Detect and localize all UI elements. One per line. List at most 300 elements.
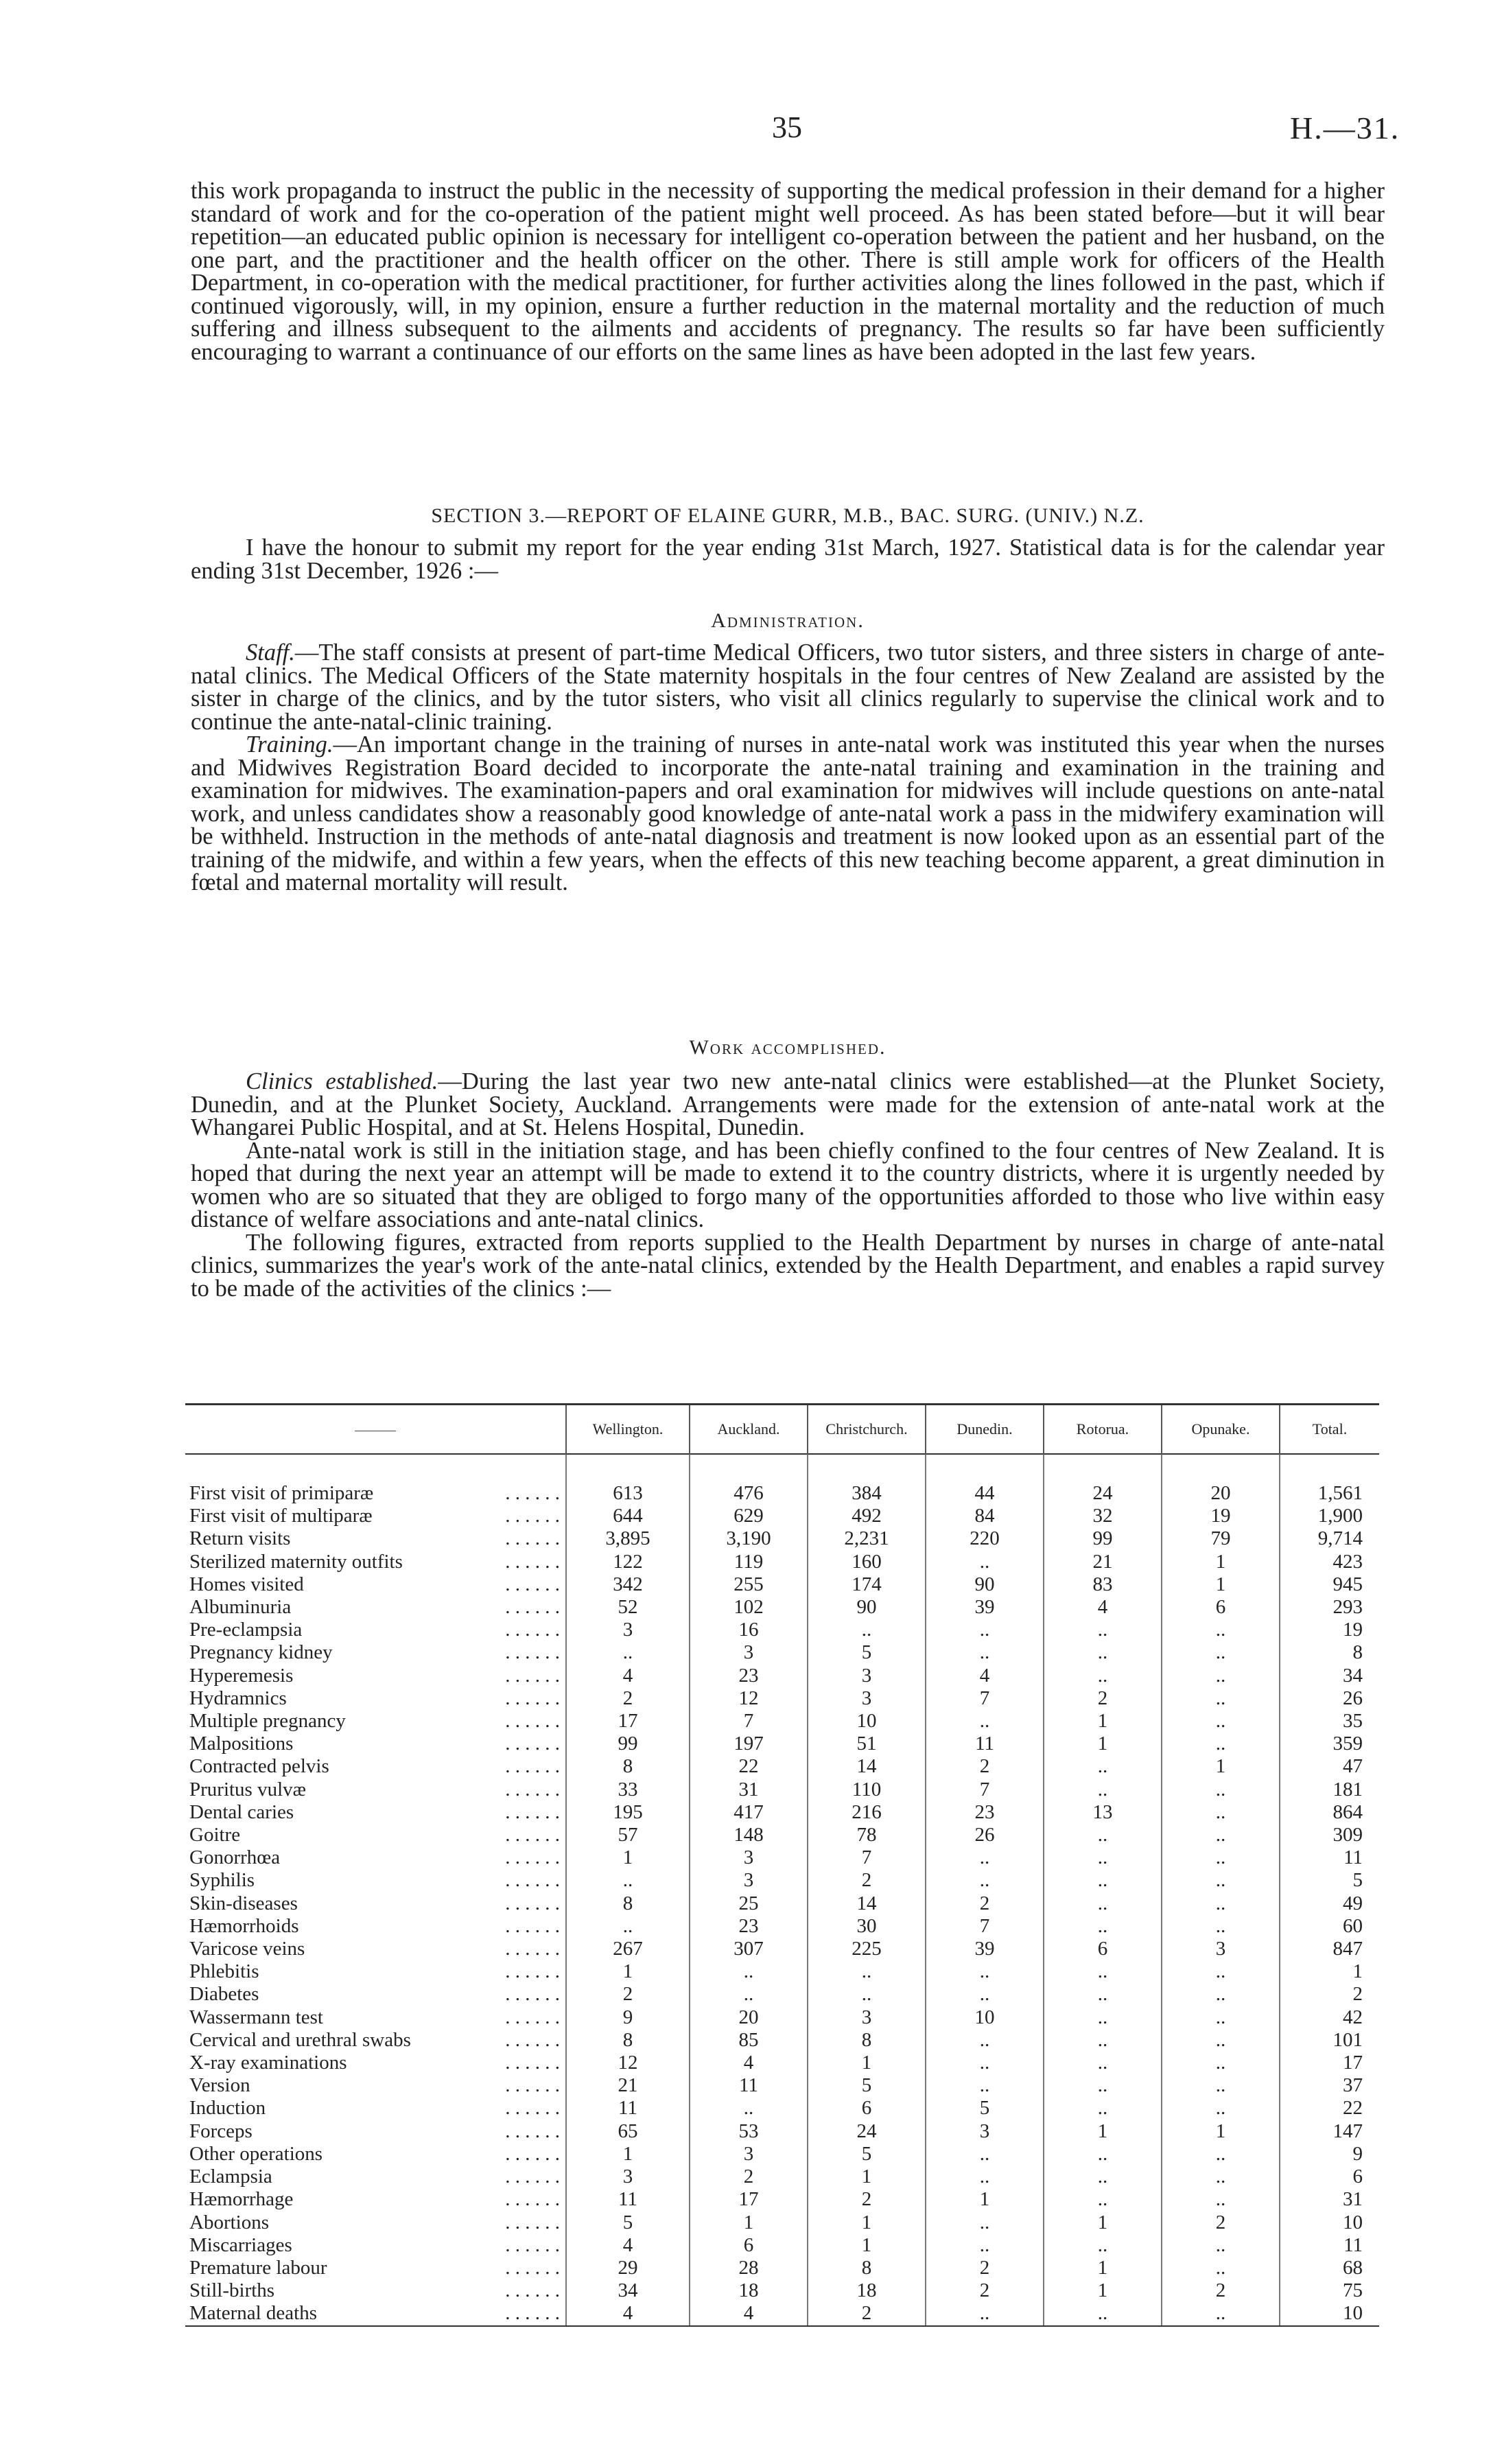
cell-opunake: 20	[1162, 1482, 1280, 1505]
cell-christchurch: 1	[808, 2211, 926, 2234]
cell-wellington: 29	[566, 2257, 690, 2279]
row-label-text: Maternal deaths	[189, 2302, 318, 2325]
cell-christchurch: 2	[808, 2302, 926, 2325]
row-label: Cervical and urethral swabs . . . . . .	[189, 2028, 560, 2051]
cell-auckland: 4	[690, 2052, 808, 2074]
cell-christchurch: 2	[808, 1869, 926, 1892]
row-label-text: Skin-diseases	[189, 1892, 298, 1914]
row-label: Still-births . . . . . .	[189, 2279, 560, 2302]
cell-rotorua: 4	[1044, 1596, 1162, 1619]
cell-opunake: ..	[1162, 1846, 1280, 1869]
cell-dunedin: 39	[926, 1596, 1044, 1619]
cell-wellington: 9	[566, 2006, 690, 2029]
cell-dunedin: 7	[926, 1915, 1044, 1938]
row-label: Malpositions . . . . . .	[189, 1733, 560, 1755]
row-label-text: Still-births	[189, 2279, 275, 2302]
row-label: Homes visited . . . . . .	[189, 1573, 560, 1595]
cell-wellington: 99	[566, 1733, 690, 1755]
row-label: Hæmorrhage . . . . . .	[189, 2188, 560, 2211]
row-label: Goitre . . . . . .	[189, 1824, 560, 1846]
row-label-text: Homes visited	[189, 1573, 304, 1595]
cell-wellington: 21	[566, 2074, 690, 2097]
table-row	[185, 2166, 1379, 2188]
cell-total: 37	[1280, 2074, 1379, 2097]
row-label-text: Hæmorrhoids	[189, 1914, 299, 1937]
cell-auckland: 148	[690, 1824, 808, 1846]
cell-rotorua: 1	[1044, 2120, 1162, 2143]
cell-rotorua: ..	[1044, 2006, 1162, 2029]
cell-wellington: 3,895	[566, 1527, 690, 1550]
cell-total: 293	[1280, 1596, 1379, 1619]
table-row	[185, 2211, 1379, 2234]
cell-auckland: ..	[690, 2097, 808, 2120]
cell-rotorua: 21	[1044, 1551, 1162, 1573]
table-row	[185, 1846, 1379, 1869]
cell-auckland: 197	[690, 1733, 808, 1755]
report-intro-text: I have the honour to submit my report for the year ending 31st March, 1927. Statistical data is for the calendar year ending 31st December, 1926 :—	[191, 535, 1385, 584]
report-intro	[191, 537, 1385, 583]
cell-dunedin: 90	[926, 1573, 1044, 1596]
cell-opunake: ..	[1162, 1619, 1280, 1641]
cell-christchurch: 6	[808, 2097, 926, 2120]
table-row	[185, 1596, 1379, 1619]
cell-christchurch: 51	[808, 1733, 926, 1755]
row-label: First visit of primiparæ . . . . . .	[189, 1482, 560, 1504]
row-label-text: Dental caries	[189, 1800, 294, 1823]
table-row	[185, 1687, 1379, 1710]
cell-dunedin: ..	[926, 1551, 1044, 1573]
cell-rotorua: ..	[1044, 1960, 1162, 1983]
cell-total: 309	[1280, 1824, 1379, 1846]
row-label: Eclampsia . . . . . .	[189, 2166, 560, 2188]
cell-auckland: 119	[690, 1551, 808, 1573]
cell-christchurch: 30	[808, 1915, 926, 1938]
cell-auckland: 3	[690, 1869, 808, 1892]
cell-rotorua: ..	[1044, 1779, 1162, 1801]
table-row	[185, 2188, 1379, 2211]
cell-christchurch: 1	[808, 2052, 926, 2074]
row-label: Gonorrhœa . . . . . .	[189, 1846, 560, 1869]
table-row	[185, 1960, 1379, 1983]
cell-total: 9	[1280, 2143, 1379, 2166]
cell-dunedin: ..	[926, 2234, 1044, 2257]
cell-opunake: 1	[1162, 1573, 1280, 1596]
cell-auckland: 3	[690, 1846, 808, 1869]
cell-christchurch: 24	[808, 2120, 926, 2143]
cell-total: 945	[1280, 1573, 1379, 1596]
cell-christchurch: ..	[808, 1960, 926, 1983]
cell-opunake: ..	[1162, 2029, 1280, 2052]
row-label-text: Pre-eclampsia	[189, 1619, 303, 1641]
cell-total: 101	[1280, 2029, 1379, 2052]
cell-opunake: ..	[1162, 1892, 1280, 1915]
table-row	[185, 1983, 1379, 2006]
cell-christchurch: 3	[808, 1665, 926, 1687]
cell-auckland: 307	[690, 1938, 808, 1960]
table-row	[185, 1938, 1379, 1960]
header-dunedin: Dunedin.	[926, 1405, 1044, 1455]
cell-rotorua: ..	[1044, 1869, 1162, 1892]
table-row	[185, 2234, 1379, 2257]
cell-total: 68	[1280, 2257, 1379, 2279]
cell-dunedin: ..	[926, 2052, 1044, 2074]
row-label: Maternal deaths . . . . . .	[185, 2302, 566, 2325]
row-label: X-ray examinations . . . . . .	[189, 2052, 560, 2074]
cell-christchurch: 216	[808, 1801, 926, 1824]
table-row	[185, 2120, 1379, 2143]
row-label-text: Other operations	[189, 2142, 323, 2165]
cell-opunake: ..	[1162, 1641, 1280, 1664]
cell-opunake: ..	[1162, 2188, 1280, 2211]
cell-dunedin: 10	[926, 2006, 1044, 2029]
cell-wellington: 34	[566, 2279, 690, 2302]
cell-rotorua: ..	[1044, 2052, 1162, 2074]
cell-christchurch: 384	[808, 1482, 926, 1505]
cell-wellington: 11	[566, 2188, 690, 2211]
table-row	[185, 1892, 1379, 1915]
cell-christchurch: ..	[808, 1619, 926, 1641]
row-label-text: Miscarriages	[189, 2233, 292, 2256]
row-label: Hæmorrhoids . . . . . .	[189, 1914, 560, 1937]
table-row	[185, 2074, 1379, 2097]
clinics-text: —During the last year two new ante-natal clinics were established—at the Plunket Society, Dunedin, and at the Plunket Society, Auckland. Arrangements were made for the extension of ante-natal work at the Whangarei Public Hospital, and at St. Helens Hospital, Dunedin.	[191, 1068, 1385, 1140]
table-row	[185, 2257, 1379, 2279]
cell-opunake: ..	[1162, 2143, 1280, 2166]
cell-christchurch: 90	[808, 1596, 926, 1619]
row-label: Skin-diseases . . . . . .	[189, 1892, 560, 1914]
cell-rotorua: ..	[1044, 2166, 1162, 2188]
cell-christchurch: 3	[808, 1687, 926, 1710]
cell-total: 60	[1280, 1915, 1379, 1938]
cell-total: 34	[1280, 1665, 1379, 1687]
row-label-text: Syphilis	[189, 1869, 255, 1892]
cell-opunake: 79	[1162, 1527, 1280, 1550]
row-label: Pre-eclampsia . . . . . .	[189, 1619, 560, 1641]
cell-auckland: 20	[690, 2006, 808, 2029]
cell-total: 22	[1280, 2097, 1379, 2120]
cell-dunedin: 2	[926, 1892, 1044, 1915]
row-label-text: Gonorrhœa	[189, 1846, 281, 1869]
table-row	[185, 1573, 1379, 1596]
row-label-text: Sterilized maternity outfits	[189, 1550, 403, 1573]
table-row	[185, 1915, 1379, 1938]
cell-christchurch: 174	[808, 1573, 926, 1596]
row-label: Sterilized maternity outfits . . . . . .	[189, 1550, 560, 1573]
cell-dunedin: 2	[926, 1755, 1044, 1778]
row-label-text: Pregnancy kidney	[189, 1641, 333, 1664]
cell-wellington: ..	[566, 1915, 690, 1938]
row-label: Miscarriages . . . . . .	[189, 2233, 560, 2256]
cell-dunedin: ..	[926, 1960, 1044, 1983]
cell-auckland: 23	[690, 1665, 808, 1687]
cell-wellington: 4	[566, 2302, 690, 2325]
cell-dunedin: ..	[926, 2074, 1044, 2097]
staff-text: —The staff consists at present of part-time Medical Officers, two tutor sisters, and three sisters in charge of ante-natal clinics. The Medical Officers of the State maternity hospitals in the four centres of New Zealand are assisted by the sister in charge of the clinics, and by the tutor sisters, who visit all clinics regularly to supervise the clinical work and to continue the ante-natal-clinic training.	[191, 640, 1385, 735]
cell-auckland: 629	[690, 1505, 808, 1527]
cell-total: 1,561	[1280, 1482, 1379, 1505]
cell-total: 1,900	[1280, 1505, 1379, 1527]
cell-rotorua: 13	[1044, 1801, 1162, 1824]
figures-paragraph: The following figures, extracted from reports supplied to the Health Department by nurses in charge of ante-natal clinics, summarizes the year's work of the ante-natal clinics, extended by the Health Department, and enables a rapid survey to be made of the activities of the clinics :—	[191, 1229, 1385, 1302]
cell-christchurch: 5	[808, 1641, 926, 1664]
cell-total: 8	[1280, 1641, 1379, 1664]
cell-auckland: 102	[690, 1596, 808, 1619]
row-label: Other operations . . . . . .	[189, 2142, 560, 2165]
table-row	[185, 2143, 1379, 2166]
cell-christchurch: 225	[808, 1938, 926, 1960]
cell-rotorua: ..	[1044, 1641, 1162, 1664]
row-label-text: Induction	[189, 2097, 266, 2120]
cell-dunedin: ..	[926, 2166, 1044, 2188]
cell-wellington: 57	[566, 1824, 690, 1846]
cell-auckland: 53	[690, 2120, 808, 2143]
cell-rotorua: ..	[1044, 1755, 1162, 1778]
cell-rotorua: ..	[1044, 2074, 1162, 2097]
cell-rotorua: ..	[1044, 2097, 1162, 2120]
cell-christchurch: 3	[808, 2006, 926, 2029]
cell-opunake: ..	[1162, 1824, 1280, 1846]
table-row	[185, 2029, 1379, 2052]
row-label: Pregnancy kidney . . . . . .	[189, 1641, 560, 1664]
cell-christchurch: 5	[808, 2143, 926, 2166]
cell-auckland: 2	[690, 2166, 808, 2188]
row-label-text: Contracted pelvis	[189, 1755, 329, 1778]
cell-total: 35	[1280, 1710, 1379, 1733]
ante-natal-statistics-table	[185, 1403, 1379, 2327]
row-label-text: Forceps	[189, 2120, 253, 2142]
cell-rotorua: ..	[1044, 1915, 1162, 1938]
cell-opunake: ..	[1162, 2006, 1280, 2029]
cell-auckland: 17	[690, 2188, 808, 2211]
cell-opunake: 2	[1162, 2211, 1280, 2234]
cell-rotorua: 83	[1044, 1573, 1162, 1596]
cell-opunake: ..	[1162, 1915, 1280, 1938]
row-label-text: First visit of primiparæ	[189, 1482, 374, 1504]
header-label-cell	[185, 1405, 566, 1455]
cell-rotorua: ..	[1044, 2234, 1162, 2257]
administration-heading: Administration.	[711, 609, 865, 632]
cell-auckland: 11	[690, 2074, 808, 2097]
cell-opunake: ..	[1162, 2166, 1280, 2188]
table-row	[185, 1482, 1379, 1505]
row-label: Induction . . . . . .	[189, 2097, 560, 2120]
row-label-text: X-ray examinations	[189, 2052, 347, 2074]
cell-christchurch: 5	[808, 2074, 926, 2097]
cell-opunake: 1	[1162, 1551, 1280, 1573]
training-paragraph	[191, 731, 1385, 895]
cell-wellington: 65	[566, 2120, 690, 2143]
row-label-text: Goitre	[189, 1824, 241, 1846]
row-label-text: Varicose veins	[189, 1938, 305, 1960]
cell-opunake: 1	[1162, 1755, 1280, 1778]
cell-auckland: 3	[690, 1641, 808, 1664]
cell-auckland: ..	[690, 1960, 808, 1983]
table-row	[185, 2006, 1379, 2029]
cell-dunedin: 39	[926, 1938, 1044, 1960]
clinics-paragraph	[191, 1070, 1385, 1140]
cell-total: 1	[1280, 1960, 1379, 1983]
cell-auckland: 476	[690, 1482, 808, 1505]
cell-wellington: 4	[566, 1665, 690, 1687]
cell-opunake: ..	[1162, 1665, 1280, 1687]
row-label: Albuminuria . . . . . .	[189, 1596, 560, 1619]
table-row	[185, 2052, 1379, 2074]
row-label: Hydramnics . . . . . .	[189, 1687, 560, 1709]
cell-dunedin: 220	[926, 1527, 1044, 1550]
row-label: Dental caries . . . . . .	[189, 1800, 560, 1823]
cell-auckland: 23	[690, 1915, 808, 1938]
cell-rotorua: 1	[1044, 2279, 1162, 2302]
cell-total: 864	[1280, 1801, 1379, 1824]
cell-opunake: 1	[1162, 2120, 1280, 2143]
cell-opunake: 3	[1162, 1938, 1280, 1960]
document-reference: H.—31.	[1290, 110, 1400, 145]
row-label-text: Hæmorrhage	[189, 2188, 294, 2211]
work-accomplished-body	[191, 1070, 1385, 1300]
cell-opunake: ..	[1162, 1687, 1280, 1710]
cell-opunake: ..	[1162, 1710, 1280, 1733]
cell-total: 10	[1280, 2211, 1379, 2234]
cell-auckland: 31	[690, 1779, 808, 1801]
cell-total: 423	[1280, 1551, 1379, 1573]
cell-dunedin: ..	[926, 2029, 1044, 2052]
cell-total: 11	[1280, 1846, 1379, 1869]
cell-rotorua: ..	[1044, 2188, 1162, 2211]
cell-christchurch: 10	[808, 1710, 926, 1733]
row-label: Multiple pregnancy . . . . . .	[189, 1710, 560, 1733]
cell-wellington: 1	[566, 1846, 690, 1869]
cell-christchurch: 18	[808, 2279, 926, 2302]
cell-christchurch: 110	[808, 1779, 926, 1801]
cell-dunedin: 7	[926, 1779, 1044, 1801]
cell-opunake: ..	[1162, 2097, 1280, 2120]
cell-dunedin: ..	[926, 1846, 1044, 1869]
cell-wellington: 195	[566, 1801, 690, 1824]
cell-auckland: 25	[690, 1892, 808, 1915]
row-label-text: Return visits	[189, 1527, 291, 1550]
cell-rotorua: ..	[1044, 1665, 1162, 1687]
row-label: Return visits . . . . . .	[189, 1527, 560, 1550]
row-label-text: Wassermann test	[189, 2006, 323, 2028]
cell-dunedin: ..	[926, 1869, 1044, 1892]
table-body	[185, 1454, 1379, 2326]
cell-christchurch: 492	[808, 1505, 926, 1527]
cell-wellington: 4	[566, 2234, 690, 2257]
cell-rotorua: 24	[1044, 1482, 1162, 1505]
cell-total: 147	[1280, 2120, 1379, 2143]
initiation-paragraph: Ante-natal work is still in the initiation stage, and has been chiefly confined to the four centres of New Zealand. It is hoped that during the next year an attempt will be made to extend it to the country districts, where it is urgently needed by women who are so situated that they are obliged to forgo many of the opportunities afforded to those who live within easy distance of welfare associations and ante-natal clinics.	[191, 1137, 1385, 1232]
cell-dunedin: ..	[926, 1983, 1044, 2006]
cell-auckland: 3	[690, 2143, 808, 2166]
cell-auckland: 12	[690, 1687, 808, 1710]
cell-opunake: ..	[1162, 1960, 1280, 1983]
cell-wellington: 8	[566, 1892, 690, 1915]
cell-opunake: ..	[1162, 2234, 1280, 2257]
page-number: 35	[772, 110, 802, 144]
row-label: Pruritus vulvæ . . . . . .	[189, 1778, 560, 1800]
header-opunake: Opunake.	[1162, 1405, 1280, 1455]
staff-paragraph	[191, 642, 1385, 734]
cell-total: 181	[1280, 1779, 1379, 1801]
cell-rotorua: ..	[1044, 1983, 1162, 2006]
cell-total: 6	[1280, 2166, 1379, 2188]
cell-christchurch: 2	[808, 2188, 926, 2211]
cell-auckland: 417	[690, 1801, 808, 1824]
intro-paragraph	[191, 180, 1385, 364]
cell-opunake: ..	[1162, 2302, 1280, 2325]
header-christchurch: Christchurch.	[808, 1405, 926, 1455]
row-label: Contracted pelvis . . . . . .	[189, 1755, 560, 1778]
row-label: Phlebitis . . . . . .	[189, 1960, 560, 1983]
cell-wellington: 2	[566, 1983, 690, 2006]
row-label-text: Malpositions	[189, 1733, 294, 1755]
cell-total: 26	[1280, 1687, 1379, 1710]
header-auckland: Auckland.	[690, 1405, 808, 1455]
cell-dunedin: 7	[926, 1687, 1044, 1710]
cell-wellington: 342	[566, 1573, 690, 1596]
row-label: Wassermann test . . . . . .	[189, 2006, 560, 2028]
cell-wellington: 33	[566, 1779, 690, 1801]
row-label-text: Pruritus vulvæ	[189, 1778, 306, 1800]
table-row	[185, 1710, 1379, 1733]
cell-rotorua: ..	[1044, 2143, 1162, 2166]
cell-rotorua: 32	[1044, 1505, 1162, 1527]
cell-total: 17	[1280, 2052, 1379, 2074]
cell-total: 31	[1280, 2188, 1379, 2211]
cell-dunedin: 23	[926, 1801, 1044, 1824]
cell-wellington: 267	[566, 1938, 690, 1960]
row-label: Hyperemesis . . . . . .	[189, 1664, 560, 1687]
table-row	[185, 2302, 1379, 2325]
cell-dunedin: 4	[926, 1665, 1044, 1687]
row-label-text: Version	[189, 2074, 250, 2097]
row-label-text: Diabetes	[189, 1983, 259, 2006]
table-row	[185, 1869, 1379, 1892]
cell-wellington: 1	[566, 1960, 690, 1983]
cell-rotorua: ..	[1044, 1846, 1162, 1869]
row-label-text: Phlebitis	[189, 1960, 259, 1983]
cell-dunedin: 3	[926, 2120, 1044, 2143]
cell-opunake: ..	[1162, 1733, 1280, 1755]
cell-rotorua: 1	[1044, 2257, 1162, 2279]
cell-wellington: 613	[566, 1482, 690, 1505]
cell-rotorua: ..	[1044, 2302, 1162, 2325]
row-label: Diabetes . . . . . .	[189, 1983, 560, 2006]
cell-auckland: 1	[690, 2211, 808, 2234]
cell-auckland: 6	[690, 2234, 808, 2257]
row-label-text: Cervical and urethral swabs	[189, 2028, 411, 2051]
cell-total: 359	[1280, 1733, 1379, 1755]
cell-dunedin: 26	[926, 1824, 1044, 1846]
cell-total: 11	[1280, 2234, 1379, 2257]
row-label-text: Multiple pregnancy	[189, 1710, 346, 1733]
row-label-text: Hydramnics	[189, 1687, 287, 1709]
cell-wellington: 8	[566, 2029, 690, 2052]
cell-christchurch: 8	[808, 2257, 926, 2279]
table-header-row	[185, 1405, 1379, 1455]
staff-lead: Staff.	[246, 640, 295, 666]
training-text: —An important change in the training of nurses in ante-natal work was instituted this year when the nurses and Midwives Registration Board decided to incorporate the ante-natal training and examination in the training and examination for midwives. The examination-papers and oral examination for midwives will include questions on ante-natal work, and unless candidates show a reasonably good knowledge of ante-natal work a pass in the midwifery examination will be withheld. Instruction in the methods of ante-natal diagnosis and treatment is now looked upon as an essential part of the training of the midwife, and within a few years, when the effects of this new teaching become apparent, a great diminution in fœtal and maternal mortality will result.	[191, 731, 1385, 895]
cell-opunake: ..	[1162, 1869, 1280, 1892]
cell-total: 49	[1280, 1892, 1379, 1915]
training-lead: Training.	[246, 731, 333, 758]
cell-rotorua: 1	[1044, 2211, 1162, 2234]
work-accomplished-heading: Work accomplished.	[689, 1036, 887, 1059]
header-wellington: Wellington.	[566, 1405, 690, 1455]
cell-auckland: 4	[690, 2302, 808, 2325]
cell-christchurch: 14	[808, 1892, 926, 1915]
cell-opunake: 19	[1162, 1505, 1280, 1527]
